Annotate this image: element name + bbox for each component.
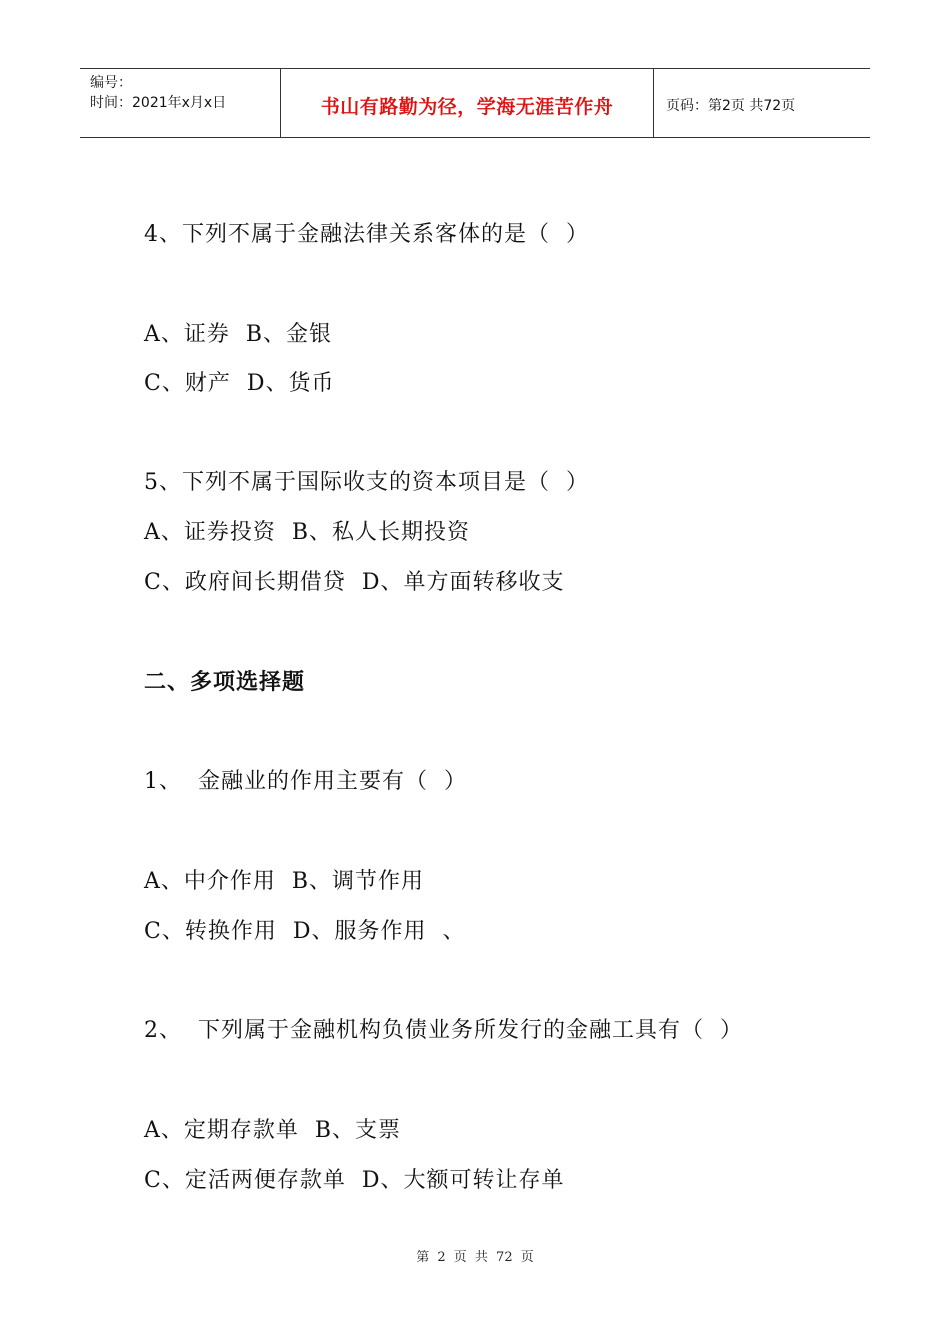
multi-question-2-option-line-2: C、定活两便存款单 D、大额可转让存单	[144, 1168, 565, 1193]
page-header	[80, 68, 870, 138]
question-5-option-line-1: A、证券投资 B、私人长期投资	[144, 520, 471, 545]
header-time-label: 时间：2021年x月x日	[90, 95, 227, 111]
section-title: 二、多项选择题	[144, 670, 306, 695]
header-motto: 书山有路勤为径，学海无涯苦作舟	[281, 69, 654, 137]
header-meta	[80, 69, 281, 137]
header-number-label: 编号：	[90, 75, 132, 91]
question-4-option-line-1: A、证券 B、金银	[144, 322, 333, 347]
multi-question-1-option-line-1: A、中介作用 B、调节作用	[144, 869, 425, 894]
page-footer: 第 2 页 共 72 页	[416, 1250, 534, 1265]
question-4-option-line-2: C、财产 D、货币	[144, 371, 335, 396]
multi-question-1-option-line-2: C、转换作用 D、服务作用 、	[144, 919, 466, 944]
question-4-stem: 4、下列不属于金融法律关系客体的是（ ）	[144, 222, 589, 247]
question-5-stem: 5、下列不属于国际收支的资本项目是（ ）	[144, 470, 589, 495]
multi-question-2-stem: 2、 下列属于金融机构负债业务所发行的金融工具有（ ）	[144, 1018, 743, 1043]
header-page-info: 页码：第2页 共72页	[666, 98, 796, 114]
multi-question-2-option-line-1: A、定期存款单 B、支票	[144, 1118, 402, 1143]
question-5-option-line-2: C、政府间长期借贷 D、单方面转移收支	[144, 570, 565, 595]
multi-question-1-stem: 1、 金融业的作用主要有（ ）	[144, 769, 467, 794]
